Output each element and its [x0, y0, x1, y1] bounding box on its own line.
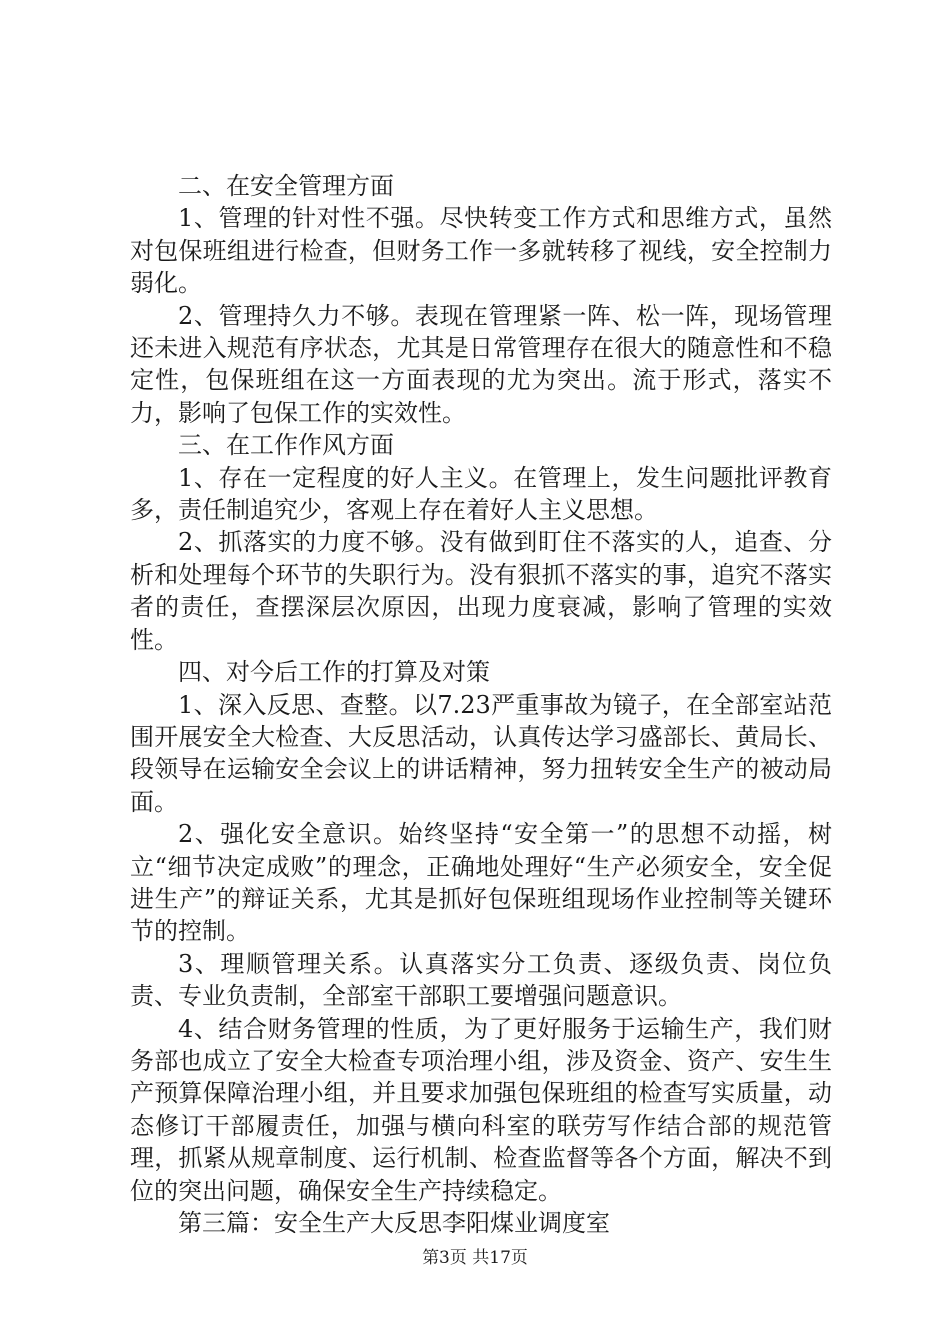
paragraph: 3、理顺管理关系。认真落实分工负责、逐级负责、岗位负责、专业负责制，全部室干部职工要增强问题意识。: [130, 949, 832, 1011]
paragraph: 2、强化安全意识。始终坚持“安全第一”的思想不动摇，树立“细节决定成败”的理念，正确地处理好“生产必须安全，安全促进生产”的辩证关系，尤其是抓好包保班组现场作业控制等关键环节的控制。: [130, 820, 832, 946]
paragraph: 2、管理持久力不够。表现在管理紧一阵、松一阵，现场管理还未进入规范有序状态，尤其是日常管理存在很大的随意性和不稳定性，包保班组在这一方面表现的尤为突出。流于形式，落实不力，影响了包保工作的实效性。: [130, 301, 832, 427]
paragraph: 2、抓落实的力度不够。没有做到盯住不落实的人，追查、分析和处理每个环节的失职行为。没有狠抓不落实的事，追究不落实者的责任，查摆深层次原因，出现力度衰减，影响了管理的实效性。: [130, 528, 832, 654]
chapter-heading: 第三篇：安全生产大反思李阳煤业调度室: [178, 1209, 610, 1237]
paragraph: 1、管理的针对性不强。尽快转变工作方式和思维方式，虽然对包保班组进行检查，但财务工作一多就转移了视线，安全控制力弱化。: [130, 204, 832, 298]
section-heading-work-style: 三、在工作作风方面: [178, 431, 394, 460]
paragraph: 4、结合财务管理的性质，为了更好服务于运输生产，我们财务部也成立了安全大检查专项治理小组，涉及资金、资产、安生生产预算保障治理小组，并且要求加强包保班组的检查写实质量，动态修订干部履责任，加强与横向科室的联劳写作结合部的规范管理，抓紧从规章制度、运行机制、检查监督等各个方面，解决不到位的突出问题，确保安全生产持续稳定。: [130, 1014, 832, 1205]
paragraph: 1、深入反思、查整。以7.23严重事故为镜子，在全部室站范围开展安全大检查、大反思活动，认真传达学习盛部长、黄局长、段领导在运输安全会议上的讲话精神，努力扭转安全生产的被动局面。: [130, 690, 832, 816]
paragraph: 1、存在一定程度的好人主义。在管理上，发生问题批评教育多，责任制追究少，客观上存在着好人主义思想。: [130, 463, 832, 525]
section-heading-future-plans: 四、对今后工作的打算及对策: [178, 658, 490, 687]
document-body: [130, 170, 832, 1239]
page-number-footer: 第3页 共17页: [422, 1248, 528, 1268]
section-heading-safety-management: 二、在安全管理方面: [178, 172, 394, 200]
